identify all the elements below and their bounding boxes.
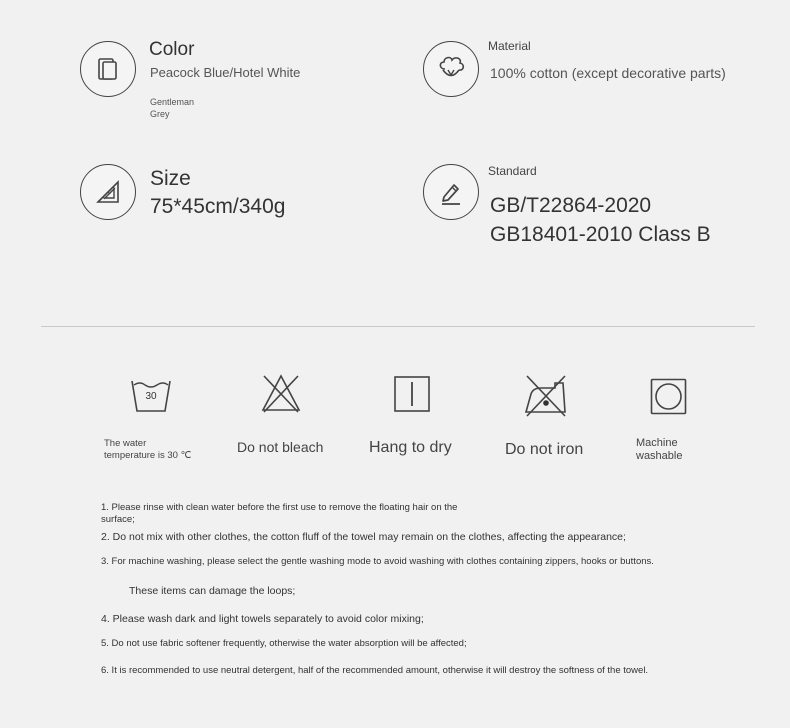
machine-label-line1: Machine xyxy=(636,437,678,449)
machine-wash-icon xyxy=(650,378,687,415)
pencil-icon xyxy=(437,178,465,206)
wash-label-line2: temperature is 30 ℃ xyxy=(104,450,192,461)
bleach-label: Do not bleach xyxy=(237,439,324,455)
standard-title: Standard xyxy=(488,164,537,178)
color-icon-circle xyxy=(80,41,136,97)
color-swatch-icon xyxy=(95,56,121,82)
note-6: 6. It is recommended to use neutral detergent, half of the recommended amount, otherwise it will destroy the softness of the towel. xyxy=(101,665,649,676)
material-value: 100% cotton (except decorative parts) xyxy=(490,65,726,81)
no-bleach-icon xyxy=(260,372,302,414)
ruler-triangle-icon xyxy=(94,178,122,206)
note-5: 5. Do not use fabric softener frequently, otherwise the water absorption will be affected; xyxy=(101,638,467,649)
size-icon-circle xyxy=(80,164,136,220)
material-title: Material xyxy=(488,39,531,53)
no-iron-icon xyxy=(523,374,569,418)
color-value: Peacock Blue/Hotel White xyxy=(150,65,301,80)
hang-dry-icon xyxy=(393,375,431,413)
size-title: Size xyxy=(150,167,191,190)
wash-label-line1: The water xyxy=(104,438,147,449)
cotton-flower-icon xyxy=(436,55,466,83)
color-extra-line1: Gentleman xyxy=(150,97,195,107)
hang-label: Hang to dry xyxy=(369,439,452,456)
machine-label xyxy=(636,437,682,463)
standard-icon-circle xyxy=(423,164,479,220)
note-4: 4. Please wash dark and light towels separately to avoid color mixing; xyxy=(101,613,424,625)
wash-30-icon xyxy=(131,375,171,415)
note-2: 2. Do not mix with other clothes, the cotton fluff of the towel may remain on the clothes, affecting the appearance; xyxy=(101,531,626,543)
iron-label: Do not iron xyxy=(505,441,584,458)
note-3: 3. For machine washing, please select the gentle washing mode to avoid washing with clothes containing zippers, hooks or buttons. xyxy=(101,556,654,567)
standard-value-2: GB18401-2010 Class B xyxy=(490,223,711,246)
section-divider xyxy=(41,326,755,327)
machine-label-line2: washable xyxy=(636,450,683,462)
color-extra xyxy=(150,96,194,120)
wash-temp: 30 xyxy=(145,391,157,402)
standard-value-1: GB/T22864-2020 xyxy=(490,194,652,217)
note-3b: These items can damage the loops; xyxy=(129,585,296,597)
note-1: 1. Please rinse with clean water before the first use to remove the floating hair on the surface; xyxy=(101,502,458,525)
wash-label xyxy=(104,438,191,462)
material-icon-circle xyxy=(423,41,479,97)
color-title: Color xyxy=(149,39,195,60)
color-extra-line2: Grey xyxy=(150,109,170,119)
size-value: 75*45cm/340g xyxy=(150,195,286,218)
